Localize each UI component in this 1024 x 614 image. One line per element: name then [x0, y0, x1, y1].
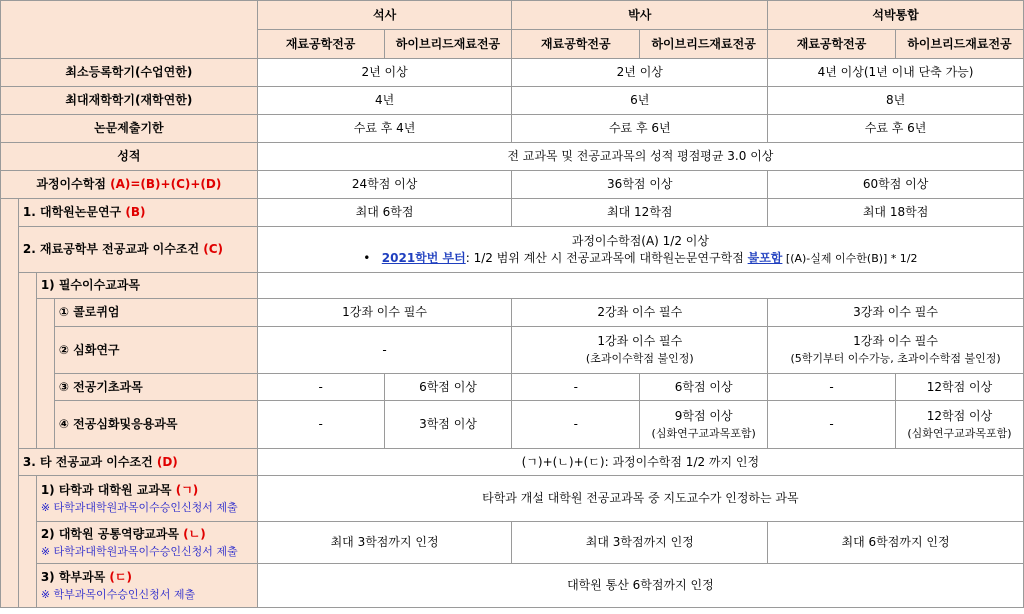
cell-masters: 수료 후 4년 [257, 115, 512, 143]
cell-doctoral: 수료 후 6년 [512, 115, 768, 143]
header-doctoral-materials: 재료공학전공 [512, 30, 640, 59]
cell-integrated: 최대 18학점 [768, 199, 1024, 227]
header-integrated-hybrid: 하이브리드재료전공 [895, 30, 1023, 59]
cell-masters-materials: - [257, 374, 384, 401]
cell-integrated-materials: - [768, 374, 896, 401]
cell-integrated-hybrid [895, 401, 1023, 449]
header-masters: 석사 [257, 1, 512, 30]
major-condition-line2 [262, 250, 1019, 267]
doctoral-hybrid-value: 9학점 이상 [674, 408, 733, 423]
row-label: ③ 전공기초과목 [54, 374, 257, 401]
row-min-semester [1, 59, 1024, 87]
row-label: 최대재학학기(재학연한) [1, 87, 258, 115]
other-code: (D) [156, 454, 178, 469]
row-label [18, 227, 257, 273]
row-label [36, 564, 257, 608]
indent-spacer [1, 199, 19, 608]
cell-masters: 1강좌 이수 필수 [257, 299, 512, 327]
integrated-hybrid-note: (심화연구교과목포함) [907, 426, 1012, 440]
cell-integrated: 3강좌 이수 필수 [768, 299, 1024, 327]
header-group-row [1, 1, 1024, 30]
cell-grades: 전 교과목 및 전공교과목의 성적 평점평균 3.0 이상 [257, 143, 1023, 171]
cell-integrated-hybrid: 12학점 이상 [895, 374, 1023, 401]
doctoral-value: 1강좌 이수 필수 [597, 334, 683, 348]
cell-integrated [768, 327, 1024, 374]
common-label: 2) 대학원 공통역량교과목 [40, 526, 184, 541]
integrated-note: (5학기부터 이수가능, 초과이수학점 불인정) [790, 352, 1001, 365]
header-corner [1, 1, 258, 59]
cell-integrated: 최대 6학점까지 인정 [768, 522, 1024, 564]
other-dept-code: (ㄱ) [175, 482, 199, 497]
common-note: ※ 타학과대학원과목이수승인신청서 제출 [40, 544, 238, 558]
exclude-label: 불포함 [747, 250, 783, 265]
cell-required-empty [257, 273, 1023, 299]
row-basic [1, 374, 1024, 401]
cell-integrated-materials: - [768, 401, 896, 449]
row-other [1, 449, 1024, 476]
row-label: ④ 전공심화및응용과목 [54, 401, 257, 449]
integrated-value: 1강좌 이수 필수 [853, 334, 938, 348]
cell-doctoral: 6년 [512, 87, 768, 115]
header-integrated: 석박통합 [768, 1, 1024, 30]
indent-spacer [18, 476, 36, 608]
row-credits [1, 171, 1024, 199]
cell-doctoral [512, 327, 768, 374]
row-label [18, 449, 257, 476]
row-grades [1, 143, 1024, 171]
row-undergrad [1, 564, 1024, 608]
row-colloquium [1, 299, 1024, 327]
credits-label: 과정이수학점 [36, 177, 111, 191]
common-code: (ㄴ) [183, 526, 206, 541]
thesis-research-code: (B) [125, 205, 146, 219]
bullet: • [363, 250, 371, 265]
row-other-dept [1, 476, 1024, 522]
cell-doctoral: 최대 3학점까지 인정 [512, 522, 768, 564]
row-label [36, 522, 257, 564]
other-dept-title [41, 482, 253, 499]
cell-masters-hybrid: 6학점 이상 [384, 374, 512, 401]
thesis-research-label: 1. 대학원논문연구 [22, 205, 126, 219]
header-masters-hybrid: 하이브리드재료전공 [384, 30, 512, 59]
row-deep [1, 401, 1024, 449]
other-label: 3. 타 전공교과 이수조건 [22, 454, 157, 469]
common-title [41, 526, 253, 543]
doctoral-hybrid-note: (심화연구교과목포함) [651, 426, 756, 440]
indent-spacer [36, 299, 54, 449]
major-condition-label: 2. 재료공학부 전공교과 이수조건 [22, 242, 204, 256]
cell-doctoral: 2년 이상 [512, 59, 768, 87]
other-dept-label: 1) 타학과 대학원 교과목 [40, 482, 176, 497]
header-doctoral: 박사 [512, 1, 768, 30]
cell-masters: 최대 3학점까지 인정 [257, 522, 512, 564]
cell-masters: 최대 6학점 [257, 199, 512, 227]
cell-integrated: 4년 이상(1년 이내 단축 가능) [768, 59, 1024, 87]
row-advanced-research [1, 327, 1024, 374]
cell-doctoral: 최대 12학점 [512, 199, 768, 227]
cell-doctoral-materials: - [512, 374, 640, 401]
cell-integrated: 60학점 이상 [768, 171, 1024, 199]
major-condition-middle: : 1/2 범위 계산 시 전공교과목에 대학원논문연구학점 [465, 250, 748, 265]
cell-other-dept: 타학과 개설 대학원 전공교과목 중 지도교수가 인정하는 과목 [257, 476, 1023, 522]
row-label: 성적 [1, 143, 258, 171]
undergrad-title [41, 569, 253, 586]
row-major-condition [1, 227, 1024, 273]
row-label: 최소등록학기(수업연한) [1, 59, 258, 87]
row-required [1, 273, 1024, 299]
cell-masters: 4년 [257, 87, 512, 115]
header-masters-materials: 재료공학전공 [257, 30, 384, 59]
row-label: 논문제출기한 [1, 115, 258, 143]
cell-masters: 24학점 이상 [257, 171, 512, 199]
row-thesis-research [1, 199, 1024, 227]
cell-doctoral-hybrid [640, 401, 768, 449]
major-condition-tail: [(A)-실제 이수한(B)] * 1/2 [782, 251, 918, 265]
row-label: ① 콜로퀴엄 [54, 299, 257, 327]
integrated-hybrid-value: 12학점 이상 [926, 408, 993, 423]
doctoral-note: (초과이수학점 불인정) [585, 352, 694, 365]
other-dept-note: ※ 타학과대학원과목이수승인신청서 제출 [40, 500, 238, 514]
highlight-2021: 2021학번 부터 [381, 250, 466, 265]
cell-doctoral: 2강좌 이수 필수 [512, 299, 768, 327]
header-doctoral-hybrid: 하이브리드재료전공 [640, 30, 768, 59]
major-condition-line1: 과정이수학점(A) 1/2 이상 [571, 233, 709, 248]
cell-other: (ㄱ)+(ㄴ)+(ㄷ): 과정이수학점 1/2 까지 인정 [257, 449, 1023, 476]
cell-doctoral: 36학점 이상 [512, 171, 768, 199]
major-condition-code: (C) [203, 242, 224, 256]
header-integrated-materials: 재료공학전공 [768, 30, 896, 59]
undergrad-label: 3) 학부과목 [40, 569, 110, 584]
cell-integrated: 8년 [768, 87, 1024, 115]
cell-major-condition [257, 227, 1023, 273]
row-thesis-deadline [1, 115, 1024, 143]
cell-undergrad: 대학원 통산 6학점까지 인정 [257, 564, 1023, 608]
cell-masters-materials: - [257, 401, 384, 449]
cell-doctoral-hybrid: 6학점 이상 [640, 374, 768, 401]
cell-integrated: 수료 후 6년 [768, 115, 1024, 143]
undergrad-note: ※ 학부과목이수승인신청서 제출 [40, 587, 196, 601]
row-label: 1) 필수이수교과목 [36, 273, 257, 299]
row-label [18, 199, 257, 227]
cell-doctoral-materials: - [512, 401, 640, 449]
row-max-semester [1, 87, 1024, 115]
cell-masters-hybrid: 3학점 이상 [384, 401, 512, 449]
undergrad-code: (ㄷ) [109, 569, 132, 584]
cell-masters: - [257, 327, 512, 374]
row-label [36, 476, 257, 522]
row-common [1, 522, 1024, 564]
cell-masters: 2년 이상 [257, 59, 512, 87]
credits-formula: (A)=(B)+(C)+(D) [110, 177, 222, 191]
row-label [1, 171, 258, 199]
row-label: ② 심화연구 [54, 327, 257, 374]
indent-spacer [18, 273, 36, 449]
